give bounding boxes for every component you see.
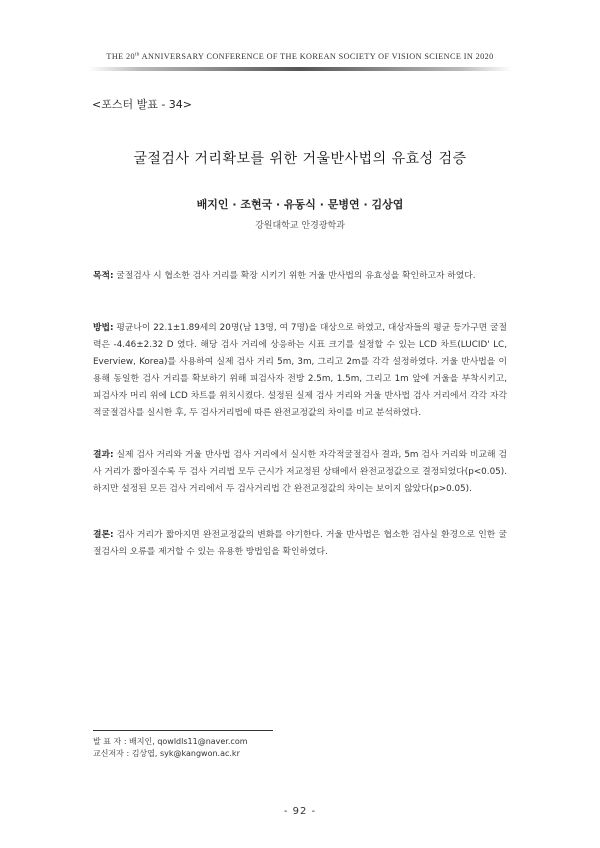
conference-header: THE 20th ANNIVERSARY CONFERENCE OF THE KOREAN SOCIETY OF VISION SCIENCE IN 2020 [106, 52, 494, 61]
section-label: 결론: [93, 530, 114, 540]
section-text: 실제 검사 거리와 거울 반사법 검사 거리에서 실시한 자각적굴절검사 결과, 5m 검사 거리와 비교해 검사 거리가 짧아질수록 두 검사 거리법 모두 근시가 저교정된 상태에서 완전교정값으로 결정되었다(p<0.05). 하지만 설정된 모든 검사 거리에서 두 검사거리법 간 완전교정값의 차이는 보이지 않았다(p>0.05). [93, 450, 507, 494]
section-method [93, 320, 507, 422]
section-conclusion [93, 527, 507, 561]
section-label: 결과: [93, 450, 114, 460]
footnote-divider [93, 730, 273, 731]
footnote-corresponding: 교신저자 : 김상엽, syk@kangwon.ac.kr [93, 749, 240, 758]
paper-title: 굴절검사 거리확보를 위한 거울반사법의 유효성 검증 [133, 151, 467, 167]
header-divider [88, 67, 512, 71]
authors: 배지인 · 조현국 · 유동식 · 문병연 · 김상엽 [196, 198, 404, 211]
section-result [93, 447, 507, 498]
section-text: 검사 거리가 짧아지면 완전교정값의 변화를 야기한다. 거울 반사법은 협소한 검사실 환경으로 인한 굴절검사의 오류를 제거할 수 있는 유용한 방법임을 확인하였다. [93, 530, 507, 557]
section-purpose [93, 268, 507, 285]
section-label: 목적: [93, 271, 114, 281]
poster-label: <포스터 발표 - 34> [92, 98, 193, 111]
section-text: 굴절검사 시 협소한 검사 거리를 확장 시키기 위한 거울 반사법의 유효성을 확인하고자 하였다. [113, 271, 476, 281]
section-label: 방법: [93, 323, 114, 333]
section-text: 평균나이 22.1±1.89세의 20명(남 13명, 여 7명)을 대상으로 하였고, 대상자들의 평균 등가구면 굴절력은 -4.46±2.32 D 였다. 해당 검사 거리에 상응하는 시표 크기를 설정할 수 있는 LCD 차트(LUCID' LC, Everview, Korea)를 사용하여 실제 검사 거리 5m, 3m, 그리고 2m를 각각 설정하였다. 거울 반사법을 이용해 동일한 검사 거리를 확보하기 위해 피검사자 전방 2.5m, 1.5m, 그리고 1m 앞에 거울을 부착시키고, 피검사자 머리 위에 LCD 차트를 위치시켰다. 설정된 실제 검사 거리와 거울 반사법 검사 거리에서 각각 자각적굴절검사를 실시한 후, 두 검사거리법에 따른 완전교정값의 차이를 비교 분석하였다. [93, 323, 507, 418]
affiliation: 강원대학교 안경광학과 [255, 221, 345, 231]
footnote-presenter: 발 표 자 : 배지인, qowldls11@naver.com [93, 737, 248, 746]
page-number: - 92 - [283, 806, 317, 817]
